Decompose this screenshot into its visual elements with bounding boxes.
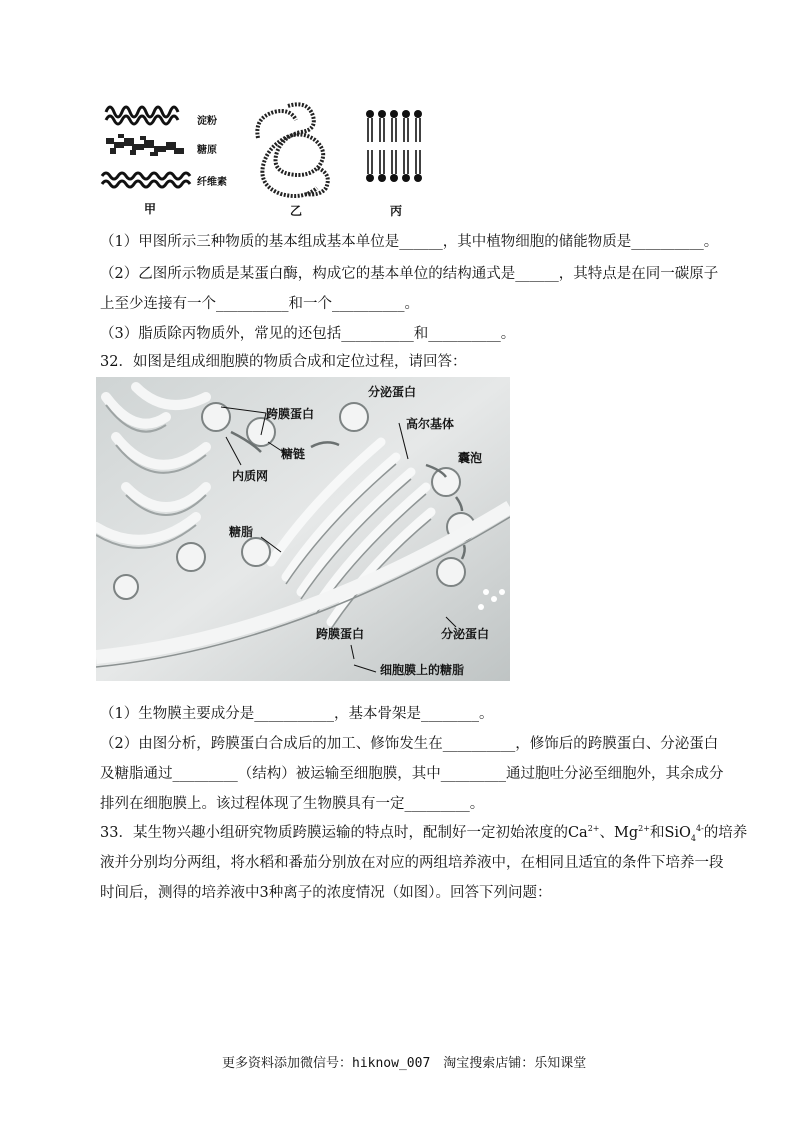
- label-yi: 乙: [290, 204, 303, 218]
- glycogen-chain: [106, 134, 184, 156]
- ion-silicate-charge: 4-: [696, 824, 704, 834]
- protein-diagram: [248, 98, 343, 198]
- label-jia: 甲: [144, 202, 157, 216]
- ion-calcium: Ca: [567, 825, 588, 841]
- label-golgi: 高尔基体: [406, 417, 455, 431]
- label-sugar-chain: 糖链: [281, 447, 306, 461]
- label-vesicle: 囊泡: [458, 451, 483, 465]
- q32-part2-line1: （2）由图分析，跨膜蛋白合成后的加工、修饰发生在__________，修饰后的跨膜蛋白、分泌蛋白: [100, 736, 719, 752]
- phospholipid-bilayer-diagram: [362, 108, 432, 184]
- polysaccharide-diagram: [100, 100, 195, 195]
- label-cellulose: 纤维素: [197, 177, 227, 188]
- label-glycogen: 糖原: [197, 145, 217, 156]
- label-transmembrane-top: 跨膜蛋白: [266, 407, 315, 421]
- page-footer: 更多资料添加微信号：hiknow_007 淘宝搜索店铺：乐知课堂: [222, 1056, 587, 1071]
- q31-part2-line2: 上至少连接有一个__________和一个__________。: [100, 296, 419, 312]
- ion-silicate: SiO: [664, 825, 691, 841]
- q33-line1-pre: 33．某生物兴趣小组研究物质跨膜运输的特点时，配制好一定初始浓度的: [100, 825, 568, 841]
- q31-part3: （3）脂质除丙物质外，常见的还包括__________和__________。: [100, 326, 516, 342]
- q32-part2-line2: 及糖脂通过_________（结构）被运输至细胞膜，其中_________通过胞吐分泌至细胞外，其余成分: [100, 766, 724, 782]
- ion-silicate-sub: 4: [690, 833, 696, 843]
- q33-sep: 、: [599, 825, 614, 841]
- q33-line1-post: 的培养: [703, 825, 748, 841]
- q33-line3: 时间后，测得的培养液中3种离子的浓度情况（如图）。回答下列问题：: [100, 885, 552, 901]
- label-er: 内质网: [232, 469, 269, 483]
- label-starch: 淀粉: [197, 116, 217, 127]
- label-secreted-top: 分泌蛋白: [368, 385, 417, 399]
- label-bing: 丙: [390, 204, 403, 218]
- q31-part2-line1: （2）乙图所示物质是某蛋白酶，构成它的基本单位的结构通式是______，其特点是在同一碳原子: [100, 266, 719, 282]
- q33-line1: [100, 823, 747, 843]
- figure-membrane-synthesis: [96, 377, 510, 681]
- ion-magnesium: Mg: [614, 825, 639, 841]
- q32-part2-line3: 排列在细胞膜上。该过程体现了生物膜具有一定_________。: [100, 796, 485, 812]
- figure-polymers: [100, 100, 440, 218]
- q32-part1: （1）生物膜主要成分是___________，基本骨架是________。: [100, 706, 494, 722]
- label-secreted-bottom: 分泌蛋白: [441, 627, 490, 641]
- ion-calcium-charge: 2+: [587, 824, 600, 834]
- cellulose-chain: [102, 173, 190, 187]
- label-transmembrane-bottom: 跨膜蛋白: [316, 627, 365, 641]
- q33-and: 和: [649, 825, 665, 841]
- q33-line2: 液并分别均分两组，将水稻和番茄分别放在对应的两组培养液中，在相同且适宜的条件下培养一段: [100, 855, 724, 871]
- label-membrane-glycolipid: 细胞膜上的糖脂: [380, 663, 465, 677]
- label-glycolipid: 糖脂: [229, 525, 254, 539]
- ion-magnesium-charge: 2+: [638, 824, 650, 834]
- starch-chain: [106, 107, 178, 124]
- q32-intro: 32．如图是组成细胞膜的物质合成和定位过程，请回答：: [100, 354, 467, 370]
- q31-part1: （1）甲图所示三种物质的基本组成基本单位是______，其中植物细胞的储能物质是__________。: [100, 234, 719, 250]
